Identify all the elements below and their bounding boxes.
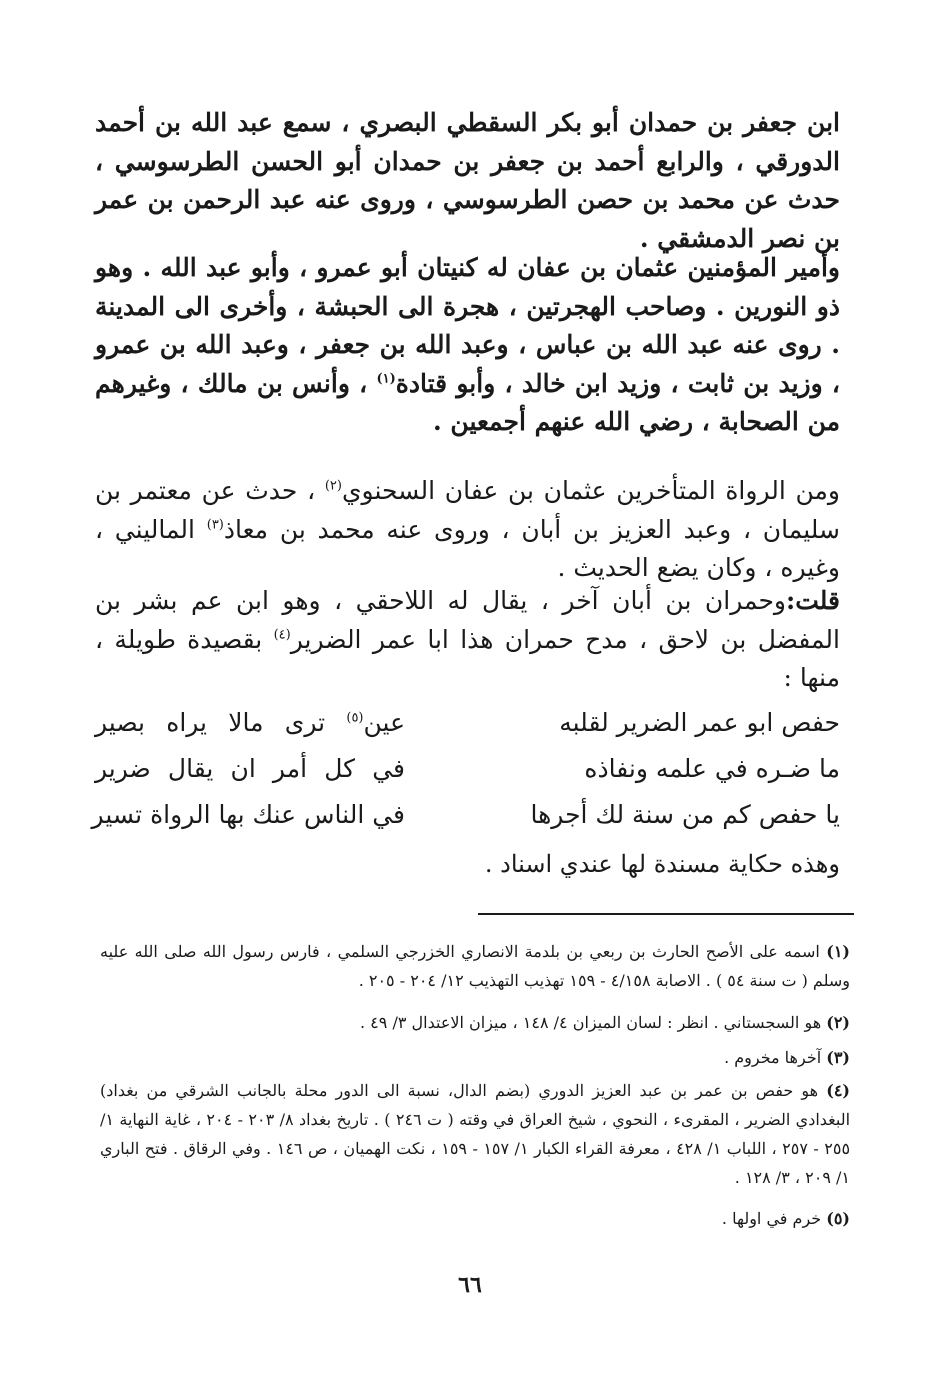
footnote-ref-3: (٣) bbox=[206, 517, 224, 533]
poem-closing-note: وهذه حكاية مسندة لها عندي اسناد . bbox=[484, 850, 840, 878]
footnote-3 bbox=[100, 1043, 850, 1072]
paragraph-4-lead: قلت: bbox=[785, 586, 840, 615]
footnote-5 bbox=[100, 1204, 850, 1233]
paragraph-2-text-a: وأمير المؤمنين عثمان بن عفان له كنيتان أبو عمرو ، وأبو عبد الله . وهو ذو النورين . وصاحب الهجرتين ، هجرة الى الحبشة ، وأخرى الى المدينة . روى عنه عبد الله بن عباس ، وعبد الله بن جعفر ، وعبد الله بن عمرو ، وزيد بن ثابت ، وزيد ابن خالد ، وأبو قتادة bbox=[95, 253, 840, 398]
paragraph-4-text-b: بقصيدة طويلة ، منها : bbox=[95, 624, 840, 692]
footnote-separator bbox=[478, 913, 854, 915]
footnote-2-text: هو السجستاني . انظر : لسان الميزان ٤/ ١٤٨ ، ميزان الاعتدال ٣/ ٤٩ . bbox=[360, 1013, 827, 1032]
footnote-5-number: (٥) bbox=[826, 1209, 850, 1228]
footnote-ref-2: (٢) bbox=[324, 478, 342, 494]
paragraph-1 bbox=[95, 104, 840, 258]
poem-line-2-left: في كل أمر ان يقال ضرير bbox=[95, 754, 405, 783]
paragraph-2 bbox=[95, 249, 840, 442]
poem-line-2-right: ما ضـره في علمه ونفاذه bbox=[584, 754, 840, 783]
page-number: ٦٦ bbox=[458, 1272, 482, 1298]
poem-line-1-left bbox=[95, 700, 405, 746]
footnote-4-text: هو حفص بن عمر بن عبد العزيز الدوري (بضم الدال، نسبة الى الدور محلة بالجانب الشرقي من بغداد) البغدادي الضرير ، المقرىء ، النحوي ، شيخ العراق في وقته ( ت ٢٤٦ ) . تاريخ بغداد ٨/ ٢٠٣ - ٢٠٤ ، غاية النهاية ١/ ٢٥٥ - ٢٥٧ ، اللباب ١/ ٤٢٨ ، معرفة القراء الكبار ١/ ١٥٧ - ١٥٩ ، نكت الهميان ، ص ١٤٦ . وفي الرقاق . فتح الباري ١/ ٢٠٩ ، ٣/ ١٢٨ . bbox=[100, 1081, 851, 1187]
poem-line-3-right: يا حفص كم من سنة لك أجرها bbox=[530, 800, 840, 829]
paragraph-2-text-b: ، وأنس بن مالك ، وغيرهم من الصحابة ، رضي الله عنهم أجمعين . bbox=[95, 368, 840, 436]
paragraph-3-text-c: الماليني ، وغيره ، وكان يضع الحديث . bbox=[95, 514, 840, 582]
footnote-5-text: خرم في اولها . bbox=[721, 1209, 827, 1228]
poem-first-hemistichs bbox=[520, 700, 840, 838]
poem-line-1-right: حفص ابو عمر الضرير لقلبه bbox=[559, 708, 840, 737]
paragraph-3 bbox=[95, 472, 840, 588]
footnote-ref-4: (٤) bbox=[273, 627, 291, 643]
poem-line-3-left: في الناس عنك بها الرواة تسير bbox=[91, 800, 405, 829]
footnote-4-number: (٤) bbox=[826, 1081, 850, 1100]
paragraph-3-text-a: ومن الرواة المتأخرين عثمان بن عفان السحنوي bbox=[341, 476, 840, 505]
footnote-ref-5: (٥) bbox=[346, 710, 364, 726]
paragraph-4-text-a: وحمران بن أبان آخر ، يقال له اللاحقي ، وهو ابن عم بشر بن المفضل بن لاحق ، مدح حمران هذا ابا عمر الضرير bbox=[95, 586, 840, 654]
footnote-4 bbox=[100, 1076, 850, 1192]
footnote-1-text: اسمه على الأصح الحارث بن ربعي بن بلدمة الانصاري الخزرجي السلمي ، فارس رسول الله صلى الله عليه وسلم ( ت سنة ٥٤ ) . الاصابة ٤/١٥٨ - ١٥٩ تهذيب التهذيب ١٢/ ٢٠٤ - ٢٠٥ . bbox=[100, 942, 850, 990]
poem-second-hemistichs bbox=[91, 700, 405, 838]
footnote-2 bbox=[100, 1008, 850, 1037]
footnote-ref-1: (١) bbox=[376, 371, 396, 387]
poem-line-1-left-b: ترى مالا يراه بصير bbox=[95, 708, 347, 737]
paragraph-1-text: ابن جعفر بن حمدان أبو بكر السقطي البصري ، سمع عبد الله بن أحمد الدورقي ، والرابع أحمد بن جعفر بن حمدان أبو الحسن الطرسوسي ، حدث عن محمد بن حصن الطرسوسي ، وروى عنه عبد الرحمن بن عمر بن نصر الدمشقي . bbox=[95, 108, 840, 253]
footnote-3-text: آخرها مخروم . bbox=[724, 1048, 827, 1067]
paragraph-3-text-b: ، حدث عن معتمر بن سليمان ، وعبد العزيز بن أبان ، وروى عنه محمد بن معاذ bbox=[95, 476, 841, 544]
footnote-1-number: (١) bbox=[826, 942, 850, 961]
poem-line-1-left-a: عين bbox=[363, 708, 405, 737]
footnote-3-number: (٣) bbox=[826, 1048, 850, 1067]
paragraph-4 bbox=[95, 582, 840, 698]
footnote-1 bbox=[100, 937, 850, 995]
footnote-2-number: (٢) bbox=[826, 1013, 850, 1032]
